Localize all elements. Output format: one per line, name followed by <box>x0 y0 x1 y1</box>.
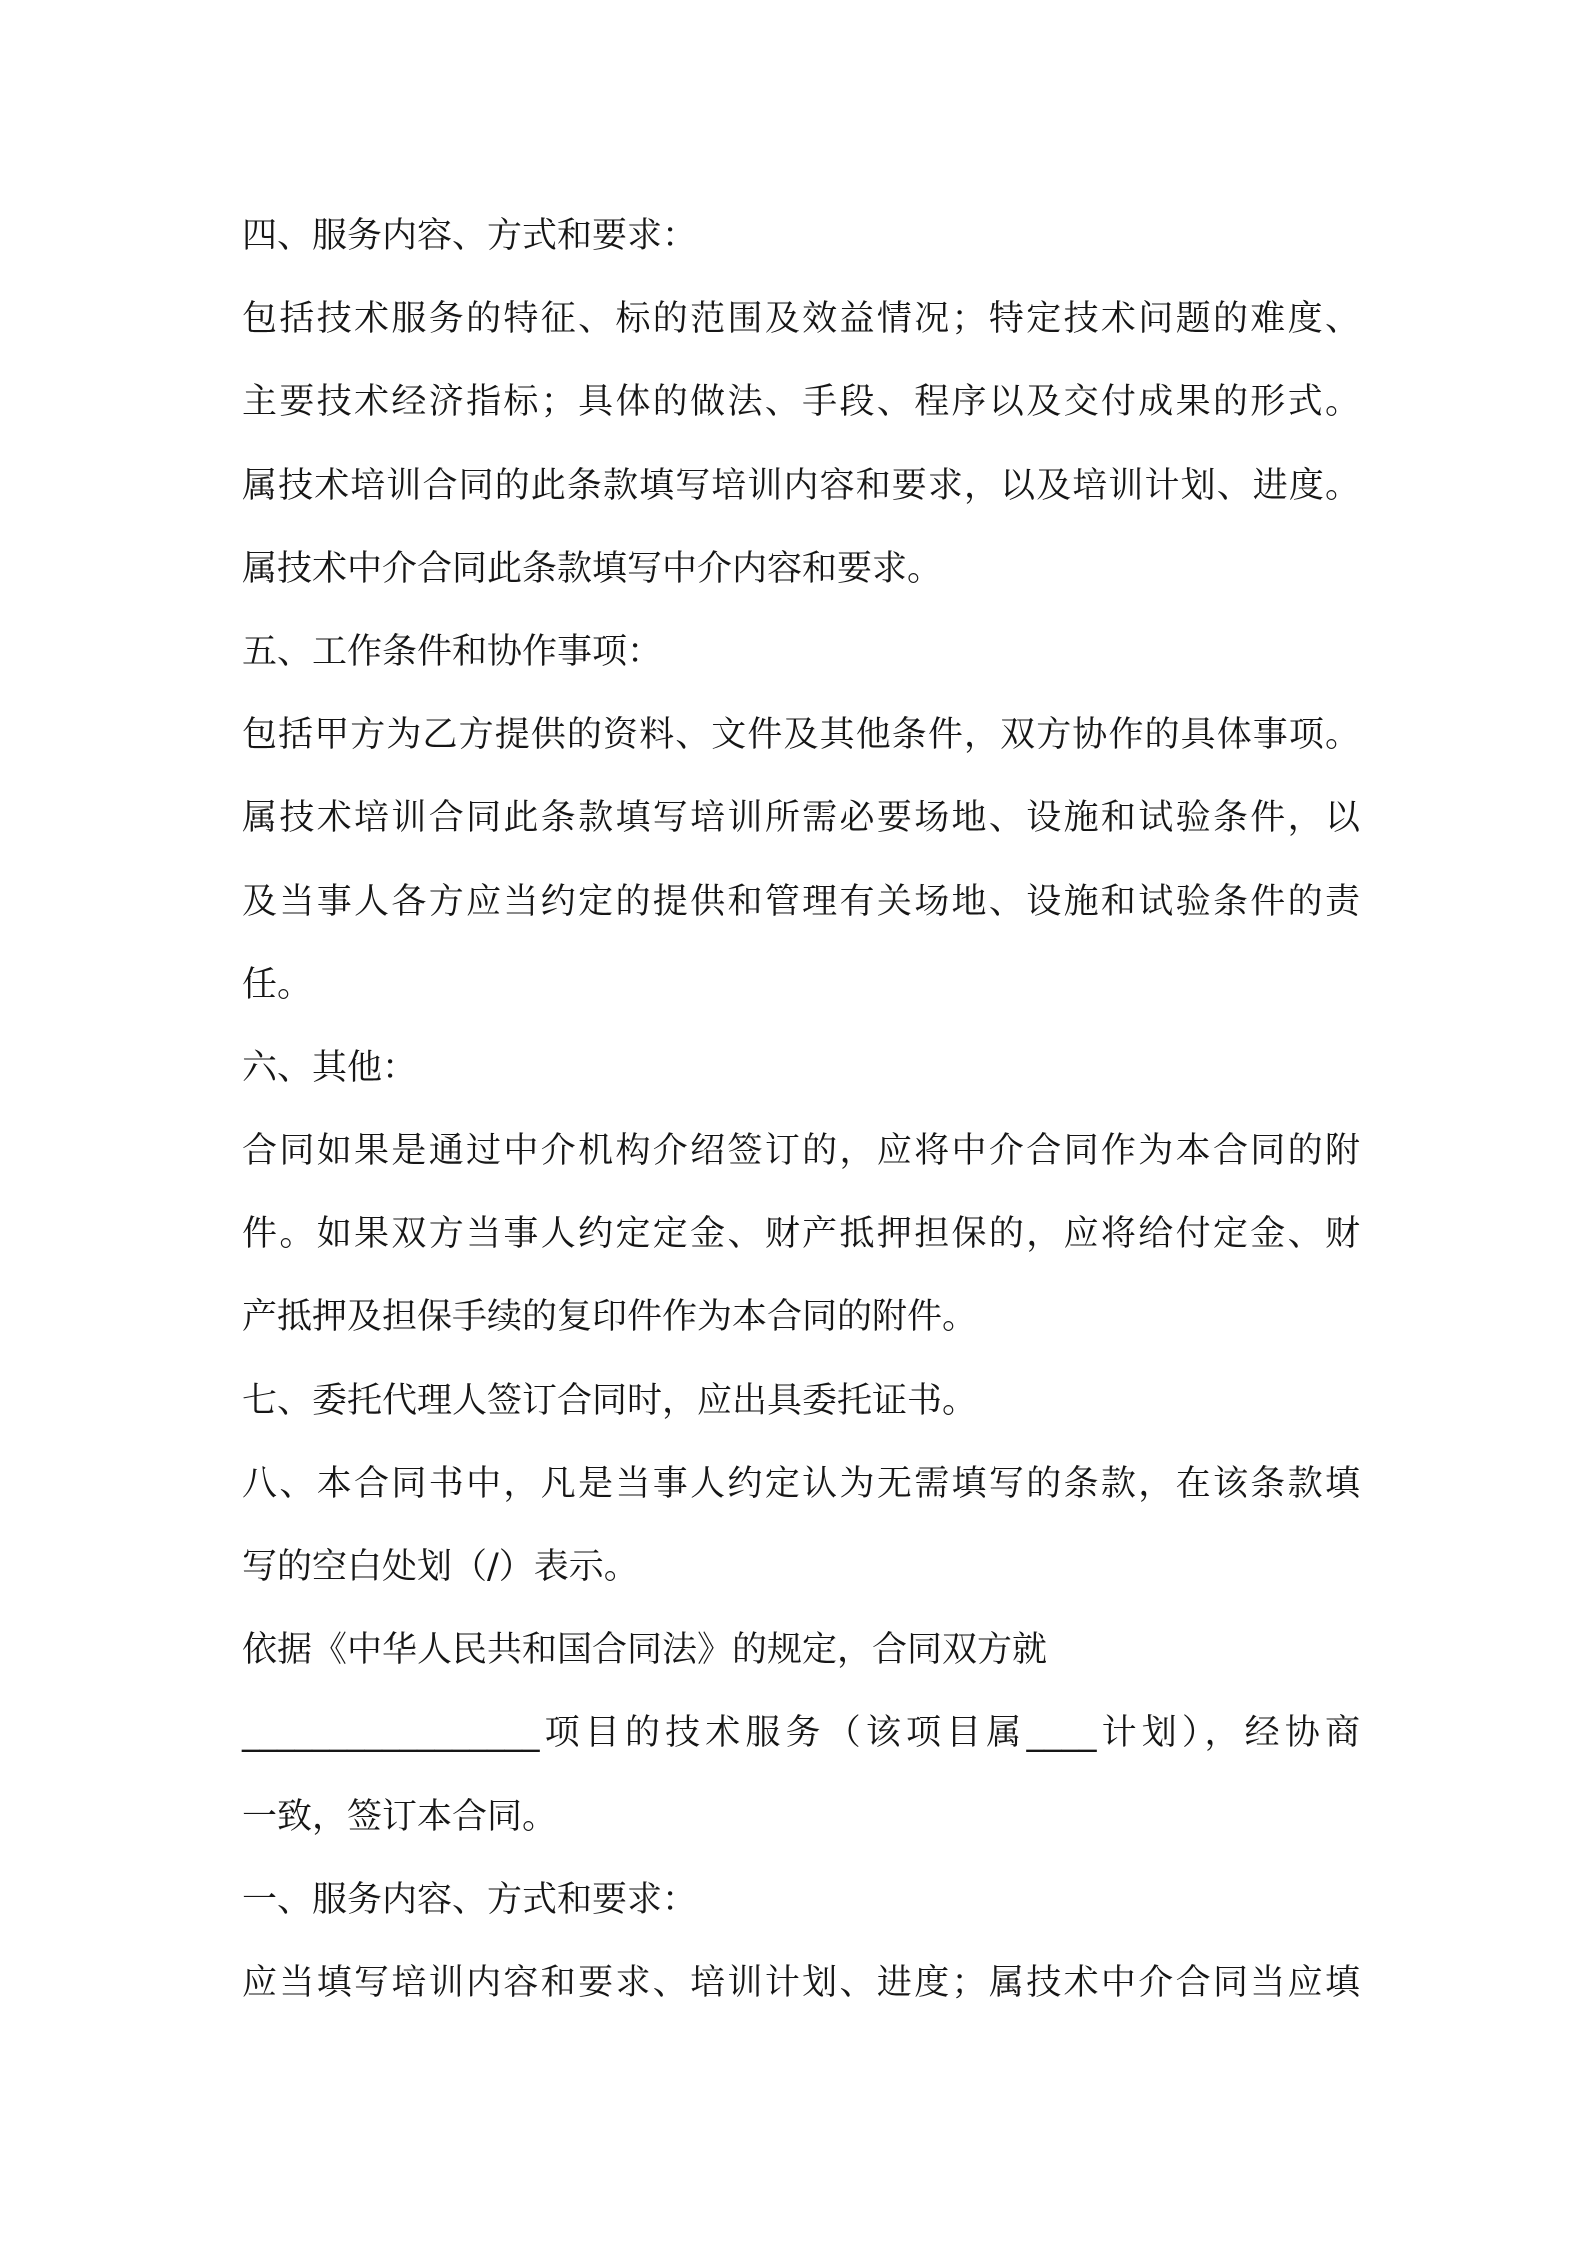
paragraph-line: 包括甲方为乙方提供的资料、文件及其他条件，双方协作的具体事项。 <box>242 715 1360 756</box>
contract-intro-line: 依据《中华人民共和国合同法》的规定，合同双方就 <box>242 1630 1048 1671</box>
document-body <box>242 195 1360 2025</box>
section-heading-8: 八、本合同书中，凡是当事人约定认为无需填写的条款，在该条款填 <box>242 1463 1360 1504</box>
paragraph-line: 应当填写培训内容和要求、培训计划、进度；属技术中介合同当应填 <box>242 1962 1360 2003</box>
paragraph-line: 及当事人各方应当约定的提供和管理有关场地、设施和试验条件的责 <box>242 881 1360 922</box>
section-heading-6: 六、其他： <box>242 1047 418 1088</box>
contract-blank-line: _________________项目的技术服务（该项目属____计划），经协商 <box>242 1713 1360 1754</box>
paragraph-line: 属技术培训合同的此条款填写培训内容和要求，以及培训计划、进度。 <box>242 465 1360 506</box>
paragraph-line: 件。如果双方当事人约定定金、财产抵押担保的，应将给付定金、财 <box>242 1214 1360 1255</box>
paragraph-line: 主要技术经济指标；具体的做法、手段、程序以及交付成果的形式。 <box>242 382 1360 423</box>
paragraph-line: 包括技术服务的特征、标的范围及效益情况；特定技术问题的难度、 <box>242 299 1360 340</box>
section-heading-4: 四、服务内容、方式和要求： <box>242 216 698 256</box>
paragraph-line: 合同如果是通过中介机构介绍签订的，应将中介合同作为本合同的附 <box>242 1131 1360 1172</box>
section-heading-1: 一、服务内容、方式和要求： <box>242 1879 698 1920</box>
paragraph-line: 任。 <box>242 964 313 1005</box>
section-heading-5: 五、工作条件和协作事项： <box>242 631 663 672</box>
contract-intro-line: 一致，签订本合同。 <box>242 1796 558 1837</box>
paragraph-line: 写的空白处划（/）表示。 <box>242 1547 639 1587</box>
paragraph-line: 属技术中介合同此条款填写中介内容和要求。 <box>242 548 943 589</box>
paragraph-line: 产抵押及担保手续的复印件作为本合同的附件。 <box>242 1297 978 1338</box>
paragraph-line: 属技术培训合同此条款填写培训所需必要场地、设施和试验条件，以 <box>242 798 1360 839</box>
section-heading-7: 七、委托代理人签订合同时，应出具委托证书。 <box>242 1380 978 1421</box>
